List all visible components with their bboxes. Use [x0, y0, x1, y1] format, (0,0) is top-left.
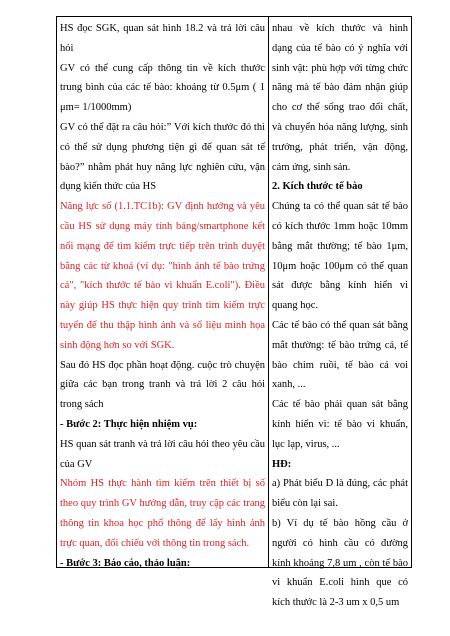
- left-paragraph-3: GV có thể đặt ra câu hỏi:” Với kích thước đó thì có thể sử dụng phương tiện gì để quan sát tế bào?” nhằm phát huy năng lực nghiên cứu, vận dụng kiến thức của HS: [60, 121, 265, 193]
- left-paragraph-1: HS đọc SGK, quan sát hình 18.2 và trả lời câu hỏi: [60, 23, 265, 54]
- content-table: [56, 16, 412, 609]
- digital-competency-note: Năng lực số (1.1.TC1b): GV định hướng và yêu cầu HS sử dụng máy tính bảng/smartphone kết nối mạng để tìm kiếm trực tiếp trên trình duyệt bằng các từ khoá (ví dụ: "hình ảnh tế bào trứng cá", "kích thước tế bào vi khuẩn E.coli"). Điều này giúp HS thực hiện quy trình tìm kiếm trực tuyến để thu thập hình ảnh và số liệu minh họa sinh động hơn so với SGK.: [60, 201, 265, 351]
- step-2-heading: - Bước 2: Thực hiện nhiệm vụ:: [60, 418, 198, 430]
- left-paragraph-7: HS quan sát tranh và trả lời câu hỏi theo yêu cầu của GV: [60, 438, 265, 470]
- left-column-teacher-activities: [57, 17, 269, 567]
- section-2-heading: 2. Kích thước tế bào: [272, 181, 363, 193]
- right-paragraph-4: Các tế bào phải quan sát bằng kính hiển vi: tế bào vi khuẩn, lục lạp, virus, ...: [272, 399, 408, 450]
- right-column-content: [269, 17, 411, 609]
- right-paragraph-6: b) Ví dụ tế bào hồng cầu ở người có hình cầu có đường kính khoảng 7,8 um , còn tế bào vi khuẩn E.coli hình que có kích thước là 2-3 um x 0,5 um: [272, 517, 408, 609]
- step-3-heading: - Bước 3: Báo cáo, thảo luận:: [60, 557, 191, 569]
- right-paragraph-1: nhau về kích thước và hình dạng của tế bào có ý nghĩa với sinh vật: phù hợp với từng chức năng mà tế bào đảm nhận giúp cho cơ thể sống trao đổi chất, và chuyển hóa năng lượng, sinh trưởng, phát triển, vận động, cảm ứng, sinh sản.: [272, 23, 408, 173]
- right-paragraph-5: a) Phát biểu D là đúng, các phát biểu còn lại sai.: [272, 478, 408, 510]
- left-paragraph-5: Sau đó HS đọc phần hoạt động. cuộc trò chuyện giữa các bạn trong tranh và trả lời 2 câu hỏi trong sách: [60, 359, 265, 411]
- right-paragraph-2: Chúng ta có thể quan sát tế bào có kích thước 1mm hoặc 10mm bằng mắt thường; tế bào 1μm, 10μm hoặc 100μm có thể quan sát được bằng kính hiển vi quang học.: [272, 201, 408, 312]
- right-paragraph-3: Các tế bào có thể quan sát bằng mắt thường: tế bào trứng cá, tế bào chim ruồi, tế bào cá voi xanh, ...: [272, 319, 408, 391]
- left-paragraph-2: GV có thể cung cấp thông tin về kích thước trung bình của các tế bào: khoảng từ 0.5μm ( 1 μm= 1/1000mm): [60, 62, 265, 114]
- group-search-note: Nhóm HS thực hành tìm kiếm trên thiết bị số theo quy trình GV hướng dẫn, truy cập các trang thông tin khoa học phổ thông để lấy hình ảnh trực quan, đối chiếu với thông tin trong sách.: [60, 478, 265, 549]
- hd-heading: HĐ:: [272, 458, 292, 470]
